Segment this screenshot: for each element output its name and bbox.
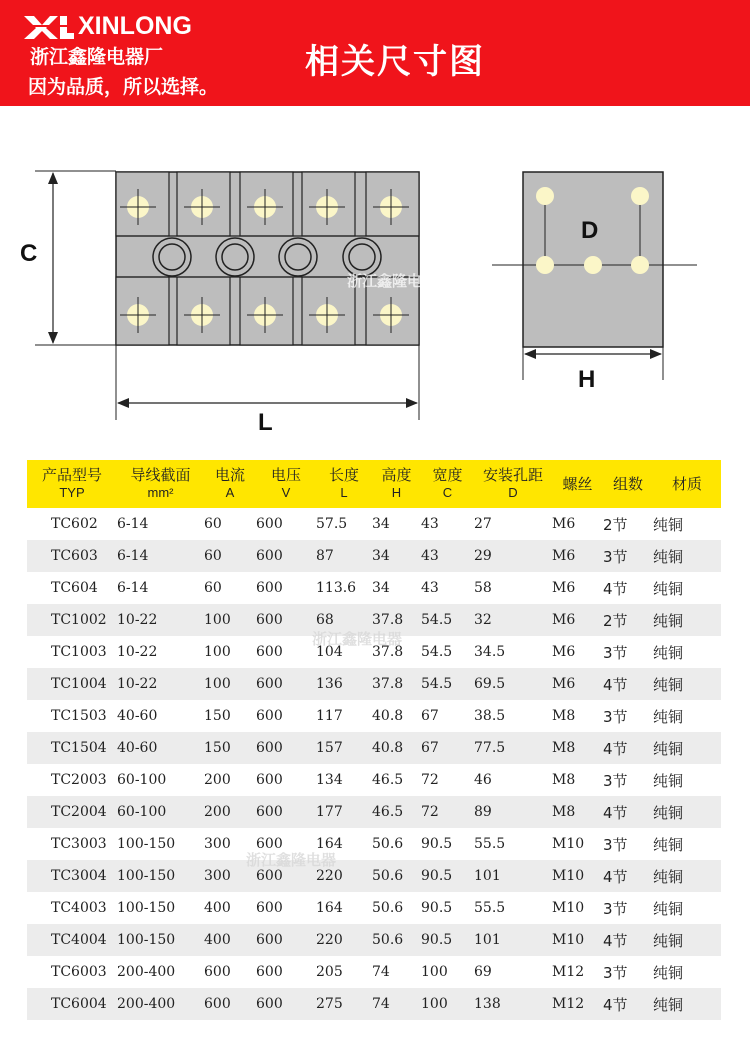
- table-cell: 50.6: [372, 828, 421, 860]
- table-cell: TC2004: [27, 796, 117, 828]
- column-header-label: 螺丝: [562, 474, 593, 493]
- table-cell: 74: [372, 956, 421, 988]
- column-header: [474, 460, 552, 508]
- table-cell: 600: [204, 988, 256, 1020]
- table-cell: 101: [474, 924, 552, 956]
- table-cell: 600: [256, 732, 316, 764]
- table-cell: 34: [372, 572, 421, 604]
- table-cell: 90.5: [421, 860, 474, 892]
- table-cell: 150: [204, 700, 256, 732]
- column-header-label: 电压: [270, 466, 301, 484]
- table-cell: 34: [372, 508, 421, 540]
- table-cell: 600: [204, 956, 256, 988]
- table-cell: M6: [552, 604, 603, 636]
- table-cell: M10: [552, 924, 603, 956]
- table-cell: 60-100: [117, 764, 204, 796]
- table-cell: 100: [204, 636, 256, 668]
- column-header: [653, 460, 721, 508]
- table-cell: 87: [316, 540, 372, 572]
- table-cell: 32: [474, 604, 552, 636]
- table-cell: M12: [552, 956, 603, 988]
- table-cell: 100: [421, 956, 474, 988]
- table-cell: 38.5: [474, 700, 552, 732]
- table-cell: 400: [204, 892, 256, 924]
- mount-hole: [349, 244, 375, 270]
- label-l: L: [258, 409, 273, 436]
- table-cell: 600: [256, 572, 316, 604]
- table-cell: M10: [552, 828, 603, 860]
- table-cell: 纯铜: [653, 604, 721, 636]
- table-cell: 90.5: [421, 828, 474, 860]
- table-cell: TC4003: [27, 892, 117, 924]
- table-cell: 600: [256, 860, 316, 892]
- table-cell: 纯铜: [653, 764, 721, 796]
- table-cell: 600: [256, 924, 316, 956]
- table-cell: 300: [204, 860, 256, 892]
- column-header: [117, 460, 204, 508]
- table-cell: 104: [316, 636, 372, 668]
- table-cell: 90.5: [421, 924, 474, 956]
- table-cell: 纯铜: [653, 732, 721, 764]
- table-cell: M8: [552, 732, 603, 764]
- table-cell: 600: [256, 668, 316, 700]
- hole: [631, 187, 649, 205]
- column-header-label: 电流: [214, 466, 245, 484]
- table-cell: 54.5: [421, 604, 474, 636]
- table-cell: 43: [421, 540, 474, 572]
- column-header: [204, 460, 256, 508]
- column-header-unit: mm²: [147, 485, 174, 500]
- table-cell: 4节: [603, 732, 653, 764]
- table-cell: M6: [552, 668, 603, 700]
- column-header: [552, 460, 603, 508]
- table-cell: 100-150: [117, 828, 204, 860]
- table-cell: 157: [316, 732, 372, 764]
- table-cell: 67: [421, 700, 474, 732]
- table-cell: 200: [204, 796, 256, 828]
- table-cell: 37.8: [372, 636, 421, 668]
- table-cell: 2节: [603, 508, 653, 540]
- table-cell: 69.5: [474, 668, 552, 700]
- table-cell: 50.6: [372, 924, 421, 956]
- mount-hole: [285, 244, 311, 270]
- dimension-h: [523, 347, 663, 393]
- table-header-row: [27, 460, 721, 508]
- table-cell: 205: [316, 956, 372, 988]
- table-cell: TC1503: [27, 700, 117, 732]
- table-cell: 纯铜: [653, 860, 721, 892]
- table-cell: 117: [316, 700, 372, 732]
- table-cell: 4节: [603, 796, 653, 828]
- table-cell: TC6004: [27, 988, 117, 1020]
- column-header-label: 宽度: [432, 466, 463, 484]
- table-cell: M8: [552, 796, 603, 828]
- column-header: [372, 460, 421, 508]
- column-header-label: 高度: [381, 466, 412, 484]
- table-cell: 6-14: [117, 572, 204, 604]
- table-row: [27, 860, 721, 892]
- table-cell: 100: [421, 988, 474, 1020]
- table-cell: TC603: [27, 540, 117, 572]
- table-watermark: 浙江鑫隆电器: [246, 851, 337, 869]
- label-d: D: [581, 217, 599, 244]
- column-header-label: 材质: [671, 474, 702, 493]
- table-cell: 600: [256, 988, 316, 1020]
- table-cell: 40.8: [372, 700, 421, 732]
- table-row: [27, 764, 721, 796]
- table-cell: 3节: [603, 764, 653, 796]
- table-cell: 纯铜: [653, 540, 721, 572]
- spec-table: [27, 460, 721, 1020]
- column-header-unit: L: [340, 485, 348, 500]
- table-body: [27, 508, 721, 1020]
- table-row: [27, 636, 721, 668]
- table-cell: 55.5: [474, 892, 552, 924]
- table-cell: 89: [474, 796, 552, 828]
- column-header-label: 组数: [612, 474, 643, 493]
- table-cell: 3节: [603, 956, 653, 988]
- table-cell: 3节: [603, 636, 653, 668]
- column-header: [27, 460, 117, 508]
- column-header-unit: H: [391, 485, 402, 500]
- table-cell: M6: [552, 508, 603, 540]
- table-cell: 54.5: [421, 668, 474, 700]
- table-cell: M6: [552, 572, 603, 604]
- company-name: 浙江鑫隆电器厂: [30, 46, 164, 68]
- table-cell: 72: [421, 796, 474, 828]
- table-row: [27, 540, 721, 572]
- table-row: [27, 572, 721, 604]
- table-cell: 4节: [603, 668, 653, 700]
- column-header: [256, 460, 316, 508]
- table-cell: 29: [474, 540, 552, 572]
- page-title: 相关尺寸图: [305, 42, 485, 82]
- table-row: [27, 956, 721, 988]
- table-cell: 220: [316, 860, 372, 892]
- table-row: [27, 732, 721, 764]
- table-cell: 3节: [603, 540, 653, 572]
- table-row: [27, 508, 721, 540]
- label-h: H: [578, 366, 596, 393]
- table-cell: TC1004: [27, 668, 117, 700]
- table-cell: 600: [256, 604, 316, 636]
- label-c: C: [20, 240, 38, 267]
- table-cell: 10-22: [117, 668, 204, 700]
- table-cell: 6-14: [117, 508, 204, 540]
- table-cell: 2节: [603, 604, 653, 636]
- column-header-label: 导线截面: [130, 466, 191, 484]
- table-cell: M8: [552, 764, 603, 796]
- column-header-label: 长度: [328, 466, 359, 484]
- table-cell: 136: [316, 668, 372, 700]
- table-cell: 100: [204, 668, 256, 700]
- table-cell: M10: [552, 860, 603, 892]
- table-cell: 600: [256, 636, 316, 668]
- table-cell: 60: [204, 508, 256, 540]
- table-row: [27, 892, 721, 924]
- table-row: [27, 700, 721, 732]
- column-header-label: 产品型号: [41, 466, 102, 484]
- table-row: [27, 604, 721, 636]
- header-banner: [0, 0, 750, 106]
- table-cell: 164: [316, 828, 372, 860]
- table-cell: 40-60: [117, 700, 204, 732]
- table-cell: M6: [552, 636, 603, 668]
- table-cell: M8: [552, 700, 603, 732]
- table-cell: 纯铜: [653, 892, 721, 924]
- table-cell: 4节: [603, 572, 653, 604]
- table-cell: 77.5: [474, 732, 552, 764]
- table-cell: 27: [474, 508, 552, 540]
- front-view: [116, 172, 419, 345]
- table-cell: 200-400: [117, 988, 204, 1020]
- table-cell: 113.6: [316, 572, 372, 604]
- mount-hole: [159, 244, 185, 270]
- table-cell: TC1003: [27, 636, 117, 668]
- column-header-unit: C: [442, 485, 453, 500]
- dimension-l: [116, 345, 419, 436]
- table-cell: 34: [372, 540, 421, 572]
- table-cell: 60: [204, 572, 256, 604]
- table-cell: M12: [552, 988, 603, 1020]
- table-cell: 400: [204, 924, 256, 956]
- table-cell: 60-100: [117, 796, 204, 828]
- table-cell: 200-400: [117, 956, 204, 988]
- table-watermark: 浙江鑫隆电器: [312, 630, 403, 648]
- table-cell: 101: [474, 860, 552, 892]
- table-cell: 10-22: [117, 636, 204, 668]
- table-cell: 37.8: [372, 668, 421, 700]
- table-cell: 纯铜: [653, 700, 721, 732]
- column-header: [421, 460, 474, 508]
- table-cell: TC1002: [27, 604, 117, 636]
- table-cell: 100-150: [117, 892, 204, 924]
- table-cell: 55.5: [474, 828, 552, 860]
- table-cell: 43: [421, 572, 474, 604]
- column-header-unit: V: [281, 485, 291, 500]
- hole: [631, 256, 649, 274]
- table-cell: TC4004: [27, 924, 117, 956]
- column-header-unit: D: [508, 485, 518, 500]
- hole: [536, 187, 554, 205]
- hole: [536, 256, 554, 274]
- table-cell: 600: [256, 796, 316, 828]
- table-cell: TC602: [27, 508, 117, 540]
- table-cell: 纯铜: [653, 924, 721, 956]
- table-cell: 100: [204, 604, 256, 636]
- table-cell: 220: [316, 924, 372, 956]
- slogan: 因为品质，所以选择。: [28, 76, 219, 98]
- table-cell: 300: [204, 828, 256, 860]
- table-cell: 600: [256, 540, 316, 572]
- table-cell: 200: [204, 764, 256, 796]
- hole: [584, 256, 602, 274]
- table-cell: 72: [421, 764, 474, 796]
- table-cell: TC1504: [27, 732, 117, 764]
- table-cell: 46: [474, 764, 552, 796]
- side-view: [492, 172, 697, 347]
- table-cell: 纯铜: [653, 988, 721, 1020]
- table-cell: 纯铜: [653, 796, 721, 828]
- table-row: [27, 796, 721, 828]
- table-cell: 600: [256, 892, 316, 924]
- table-cell: 37.8: [372, 604, 421, 636]
- table-cell: TC2003: [27, 764, 117, 796]
- table-cell: 纯铜: [653, 668, 721, 700]
- table-row: [27, 924, 721, 956]
- table-cell: 138: [474, 988, 552, 1020]
- table-cell: 46.5: [372, 796, 421, 828]
- table-cell: 68: [316, 604, 372, 636]
- table-cell: 纯铜: [653, 828, 721, 860]
- table-cell: 58: [474, 572, 552, 604]
- table-cell: 600: [256, 508, 316, 540]
- table-cell: TC604: [27, 572, 117, 604]
- table-cell: 纯铜: [653, 956, 721, 988]
- table-cell: 90.5: [421, 892, 474, 924]
- table-cell: 177: [316, 796, 372, 828]
- table-cell: 40-60: [117, 732, 204, 764]
- table-cell: 6-14: [117, 540, 204, 572]
- table-cell: 4节: [603, 860, 653, 892]
- table-cell: M6: [552, 540, 603, 572]
- table-cell: 600: [256, 764, 316, 796]
- table-cell: TC6003: [27, 956, 117, 988]
- mount-hole: [222, 244, 248, 270]
- dimension-c: [20, 171, 116, 345]
- table-cell: 4节: [603, 924, 653, 956]
- table-row: [27, 668, 721, 700]
- table-cell: TC3004: [27, 860, 117, 892]
- table-row: [27, 828, 721, 860]
- table-cell: 600: [256, 700, 316, 732]
- column-header: [316, 460, 372, 508]
- table-cell: 54.5: [421, 636, 474, 668]
- table-cell: 275: [316, 988, 372, 1020]
- table-cell: TC3003: [27, 828, 117, 860]
- table-cell: M10: [552, 892, 603, 924]
- table-cell: 纯铜: [653, 572, 721, 604]
- table-cell: 3节: [603, 892, 653, 924]
- watermark: 浙江鑫隆电器: [347, 272, 438, 290]
- table-cell: 74: [372, 988, 421, 1020]
- table-cell: 69: [474, 956, 552, 988]
- table-cell: 164: [316, 892, 372, 924]
- table-cell: 4节: [603, 988, 653, 1020]
- table-cell: 50.6: [372, 860, 421, 892]
- table-cell: 600: [256, 956, 316, 988]
- table-cell: 100-150: [117, 924, 204, 956]
- table-cell: 100-150: [117, 860, 204, 892]
- table-cell: 57.5: [316, 508, 372, 540]
- table-cell: 34.5: [474, 636, 552, 668]
- table-cell: 3节: [603, 828, 653, 860]
- column-header-unit: TYP: [59, 485, 85, 500]
- table-cell: 纯铜: [653, 508, 721, 540]
- table-cell: 40.8: [372, 732, 421, 764]
- table-cell: 3节: [603, 700, 653, 732]
- table-cell: 10-22: [117, 604, 204, 636]
- table-cell: 43: [421, 508, 474, 540]
- column-header: [603, 460, 653, 508]
- table-cell: 纯铜: [653, 636, 721, 668]
- column-header-label: 安装孔距: [482, 466, 543, 484]
- table-cell: 60: [204, 540, 256, 572]
- table-row: [27, 988, 721, 1020]
- table-cell: 46.5: [372, 764, 421, 796]
- table-cell: 50.6: [372, 892, 421, 924]
- column-header-unit: A: [225, 485, 235, 500]
- table-cell: 67: [421, 732, 474, 764]
- table-cell: 134: [316, 764, 372, 796]
- table-cell: 600: [256, 828, 316, 860]
- table-cell: 150: [204, 732, 256, 764]
- brand-name: XINLONG: [78, 12, 192, 40]
- dimension-diagram: [0, 140, 750, 450]
